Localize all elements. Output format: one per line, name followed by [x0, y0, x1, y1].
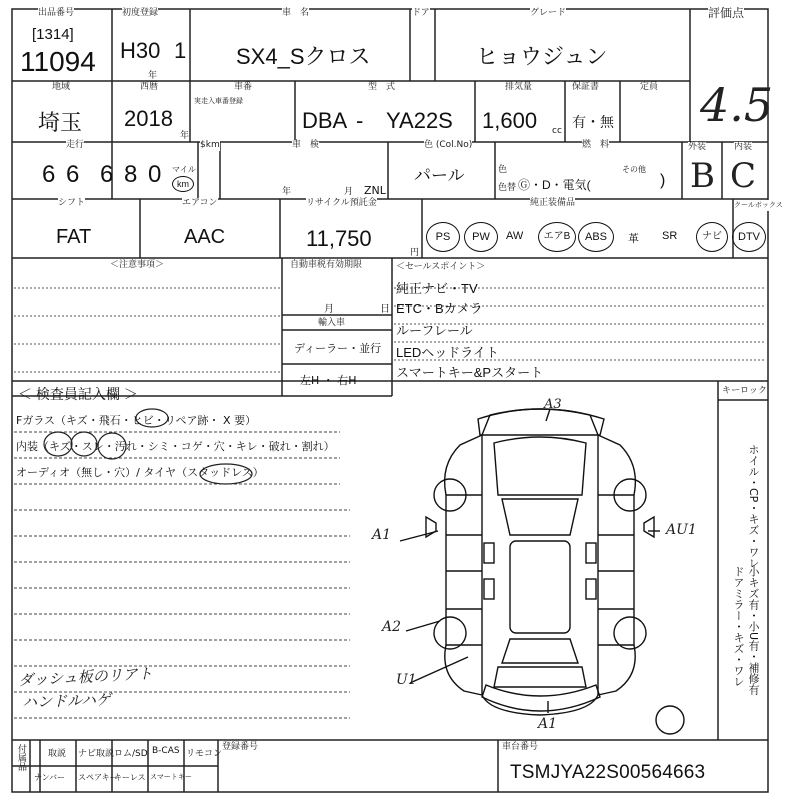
interior-grade: C: [730, 156, 757, 196]
notes-header: ＜注意事項＞: [110, 260, 165, 270]
model-year-unit: 年: [180, 131, 190, 141]
fuel-header: 燃 料: [582, 140, 610, 150]
accessory-bcas: B-CAS: [152, 746, 180, 756]
displacement: 1,600: [482, 108, 538, 133]
damage-mark-au1: AU1: [666, 522, 697, 538]
mileage-digit-4: 8: [124, 161, 138, 188]
equip-navi: ナビ: [696, 222, 728, 252]
vehicle-no-sub: 実走入車番登録: [194, 97, 243, 105]
inspector-interior: 内装（キズ・スレ・汚れ・シミ・コゲ・穴・キレ・破れ・割れ）: [16, 440, 335, 453]
import-header: 輸入車: [318, 318, 346, 328]
equip-dtv: DTV: [732, 222, 766, 252]
color-code: ZNL: [364, 184, 386, 197]
sales-points-header: ＜セールスポイント＞: [396, 262, 486, 272]
first-reg-header: 初度登録: [122, 8, 159, 18]
handwritten-note-1: ダッシュ板のリアト: [17, 664, 154, 690]
shift-header: シフト: [58, 198, 86, 208]
sales-point-3: ルーフレール: [396, 323, 473, 338]
damage-mark-a3: A3: [544, 397, 562, 412]
grade: ヒョウジュン: [476, 44, 608, 69]
inspection-month-label: 月: [344, 187, 354, 197]
legend-col-2: ドアミラー・キズ・ワレ: [732, 566, 745, 687]
displacement-header: 排気量: [505, 82, 533, 92]
shift-value: FAT: [56, 226, 92, 248]
exterior-header: 外装: [688, 142, 707, 152]
color-code-label: 色替: [498, 183, 517, 193]
inspector-audio: オーディオ（無し・穴）/ タイヤ（スタッドレス）: [16, 466, 264, 479]
accessory-rom-sd: ロム/SD: [114, 749, 148, 759]
aircon-header: エアコン: [182, 198, 218, 208]
first-reg-era: H30: [120, 38, 161, 63]
color-name: パール: [414, 166, 465, 185]
warranty-header: 保証書: [572, 82, 600, 92]
fuel-options: Ⓖ・D・電気(: [518, 178, 591, 192]
unit-header: $km: [200, 140, 220, 150]
lot-number: 11094: [20, 46, 96, 77]
handwritten-note-2: ハンドルハゲ: [21, 690, 112, 712]
recycle-value: 11,750: [306, 226, 372, 251]
area: 埼玉: [38, 110, 83, 135]
chassis-no-header: 車台番号: [502, 742, 539, 752]
equip-airbag: エアB: [538, 222, 576, 252]
sales-point-4: LEDヘッドライト: [396, 345, 499, 360]
capacity-header: 定員: [640, 82, 659, 92]
aircon-value: AAC: [184, 226, 226, 248]
mileage-digit-1: 6: [42, 161, 57, 188]
exterior-grade: B: [690, 156, 715, 196]
damage-mark-a1-left: A1: [372, 527, 392, 543]
mileage-digit-3: 6: [100, 161, 114, 188]
sales-point-5: スマートキー&Pスタート: [396, 365, 544, 380]
accessory-manual: 取説: [48, 749, 67, 759]
cooler-box-header: クールボックス: [734, 201, 783, 209]
mileage-unit-km: km: [172, 176, 194, 192]
sales-point-1: 純正ナビ・TV: [396, 281, 478, 296]
accessory-number-plate: ナンバー: [34, 773, 66, 782]
mileage-digit-2: 6: [66, 161, 80, 188]
ownership-day-label: 日: [380, 304, 390, 315]
accessory-keyless: キーレス: [114, 773, 146, 782]
model-type-header: 型 式: [368, 82, 396, 92]
legend-col-3: 小キズ有・小U有・補修有: [747, 566, 760, 696]
model-type-prefix: DBA: [302, 108, 348, 133]
model-type-code: YA22S: [386, 108, 453, 133]
model-year-header: 西暦: [140, 82, 159, 92]
lot-code: [1314]: [32, 26, 74, 43]
first-reg-month: 1: [174, 38, 187, 63]
chassis-no: TSMJYA22S00564663: [510, 762, 706, 783]
legend-col-1: ホイル・CP・キズ・ワレ: [747, 444, 760, 569]
fuel-other-label: その他: [622, 165, 646, 174]
damage-mark-a2: A2: [382, 619, 402, 635]
registration-header: 登録番号: [222, 742, 259, 752]
equipment-header: 純正装備品: [530, 198, 576, 208]
model-type-dash: -: [356, 108, 364, 133]
inspector-header: ＜ 検査員記入欄 ＞: [18, 386, 138, 402]
sales-point-2: ETC・Bカメラ: [396, 301, 483, 316]
inspection-header: 車 検: [292, 140, 320, 150]
equip-abs: ABS: [578, 222, 614, 252]
inspection-year-label: 年: [282, 187, 292, 197]
accessory-navi-manual: ナビ取説: [78, 749, 115, 759]
interior-header: 内装: [734, 142, 753, 152]
recycle-header: リサイクル預託金: [306, 198, 377, 208]
warranty: 有・無: [572, 114, 614, 130]
score-header: 評価点: [708, 6, 745, 20]
displacement-unit: cc: [552, 126, 562, 136]
grade-header: グレード: [530, 8, 567, 18]
import-drive: 左H ・ 右H: [300, 374, 357, 387]
doors-header: ドア: [412, 8, 430, 18]
color-label: 色: [498, 165, 508, 175]
model-year: 2018: [124, 106, 173, 131]
recycle-unit: 円: [410, 248, 420, 258]
accessory-smart-key: スマートキー: [150, 773, 192, 781]
area-header: 地域: [52, 82, 71, 92]
lot-header: 出品番号: [38, 8, 75, 18]
damage-mark-a1-bottom: A1: [538, 716, 558, 732]
score-value: 4.5: [700, 78, 774, 132]
key-lock-header: キーロック: [722, 386, 767, 396]
equip-leather: 革: [628, 233, 639, 245]
accessories-label: 付属品: [16, 744, 26, 771]
inspector-glass: Fガラス（キズ・飛石・ヒビ・リペア跡・ X 要）: [16, 414, 257, 427]
equip-ps: PS: [426, 222, 460, 252]
inspector-circle-marks: [0, 0, 400, 500]
car-name-header: 車 名: [282, 8, 310, 18]
equip-pw: PW: [464, 222, 498, 252]
mileage-header: 走行: [66, 140, 85, 150]
damage-mark-u1: U1: [396, 672, 417, 688]
import-type: ディーラー・並行: [294, 342, 382, 355]
accessory-remote: リモコン: [186, 749, 223, 759]
equip-sunroof: SR: [662, 230, 678, 242]
ownership-month-label: 月: [324, 304, 334, 315]
ownership-header: 自動車税有効期限: [290, 260, 363, 270]
mileage-unit-mile: マイル: [172, 165, 196, 174]
first-reg-year-unit: 年: [148, 71, 158, 81]
mileage-digit-5: 0: [148, 161, 162, 188]
vehicle-no-header: 車番: [234, 82, 253, 92]
equip-aw: AW: [506, 230, 524, 242]
car-name: SX4_Sクロス: [236, 44, 371, 69]
accessory-spare-key: スペアキー: [78, 773, 118, 782]
fuel-close: ): [660, 172, 666, 189]
color-header: 色 (Col.No): [424, 140, 473, 150]
